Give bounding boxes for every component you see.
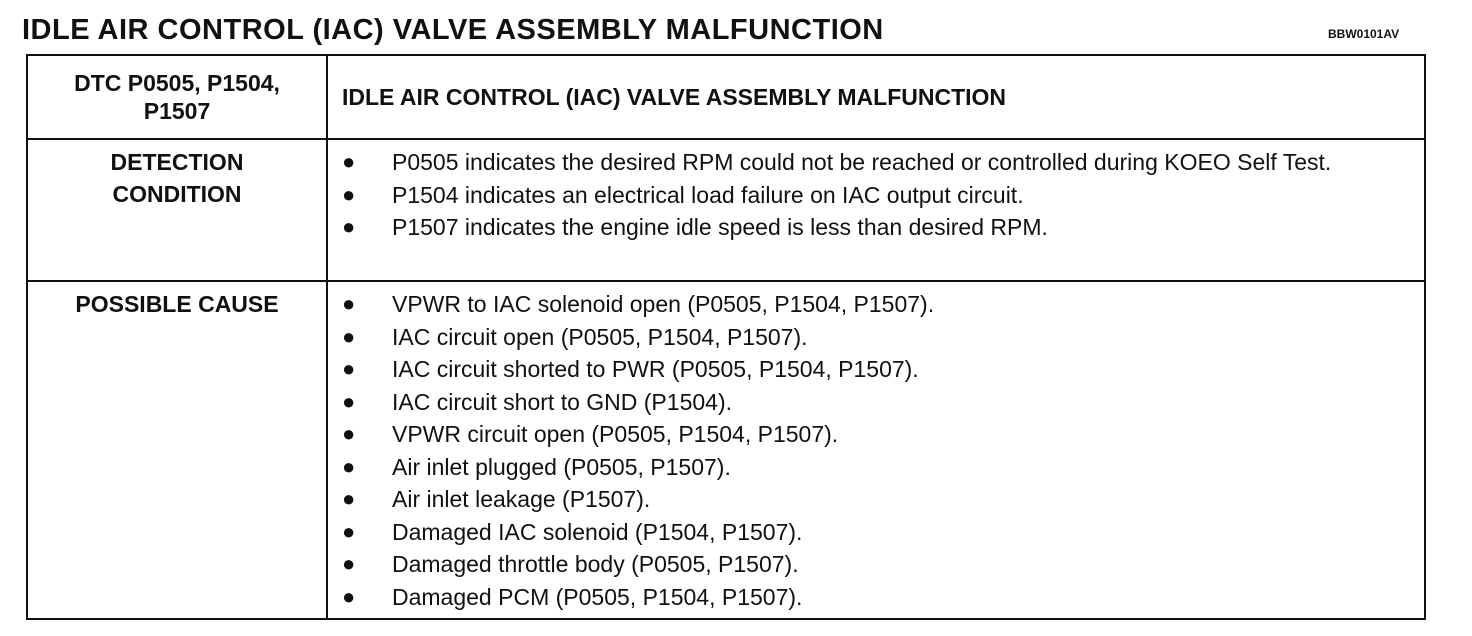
list-item-text: Damaged IAC solenoid (P1504, P1507). (392, 518, 803, 545)
list-item-text: VPWR circuit open (P0505, P1504, P1507). (392, 421, 839, 447)
dtc-title-cell (327, 55, 1425, 139)
bullet-icon: ● (342, 323, 356, 349)
bullet-icon: ● (342, 388, 356, 414)
bullet-icon: ● (342, 291, 356, 316)
list-item (328, 581, 1424, 614)
list-item (328, 353, 1424, 386)
cause-items-cell (327, 281, 1425, 619)
bullet-icon: ● (342, 149, 356, 174)
bullet-icon: ● (342, 583, 356, 609)
bullet-icon: ● (342, 421, 356, 446)
bullet-icon: ● (342, 356, 356, 381)
list-item (328, 451, 1424, 484)
bullet-icon: ● (342, 214, 356, 239)
possible-cause-list (328, 282, 1424, 617)
detection-condition-row (27, 139, 1425, 281)
list-item-text: Damaged throttle body (P0505, P1507). (392, 551, 799, 577)
list-item-text: Air inlet plugged (P0505, P1507). (392, 453, 731, 480)
list-item-text: VPWR to IAC solenoid open (P0505, P1504, P1507). (392, 291, 935, 317)
list-item-text: Damaged PCM (P0505, P1504, P1507). (392, 583, 803, 610)
table-header-row (27, 55, 1425, 139)
list-item (328, 146, 1424, 179)
list-item-text: IAC circuit open (P0505, P1504, P1507). (392, 323, 808, 350)
bullet-icon: ● (342, 181, 356, 207)
list-item (328, 386, 1424, 419)
list-item-text: IAC circuit short to GND (P1504). (392, 388, 732, 415)
list-item (328, 211, 1424, 244)
list-item-text: P0505 indicates the desired RPM could not be reached or controlled during KOEO Self Test. (392, 149, 1332, 175)
detection-label-cell (27, 139, 327, 281)
document-code: BBW0101AV (1328, 27, 1400, 41)
dtc-codes-label: DTC P0505, P1504, P1507 (74, 70, 280, 124)
dtc-table (26, 54, 1426, 620)
list-item-text: Air inlet leakage (P1507). (392, 486, 651, 512)
list-item (328, 288, 1424, 321)
cause-label-cell (27, 281, 327, 619)
bullet-icon: ● (342, 551, 356, 576)
dtc-title: IDLE AIR CONTROL (IAC) VALVE ASSEMBLY MALFUNCTION (342, 83, 1007, 110)
list-item (328, 548, 1424, 581)
list-item (328, 418, 1424, 451)
list-item (328, 483, 1424, 516)
list-item-text: IAC circuit shorted to PWR (P0505, P1504, P1507). (392, 356, 919, 382)
bullet-icon: ● (342, 518, 356, 544)
bullet-icon: ● (342, 453, 356, 479)
possible-cause-row (27, 281, 1425, 619)
list-item (328, 516, 1424, 549)
possible-cause-label: POSSIBLE CAUSE (75, 291, 279, 317)
page-title: IDLE AIR CONTROL (IAC) VALVE ASSEMBLY MALFUNCTION (22, 14, 884, 46)
list-item-text: P1507 indicates the engine idle speed is less than desired RPM. (392, 214, 1048, 240)
list-item-text: P1504 indicates an electrical load failure on IAC output circuit. (392, 181, 1024, 208)
detection-condition-list (328, 140, 1424, 248)
list-item (328, 321, 1424, 354)
detection-items-cell (327, 139, 1425, 281)
bullet-icon: ● (342, 486, 356, 511)
detection-condition-label: DETECTION CONDITION (110, 149, 244, 207)
list-item (328, 179, 1424, 212)
dtc-label-cell (27, 55, 327, 139)
